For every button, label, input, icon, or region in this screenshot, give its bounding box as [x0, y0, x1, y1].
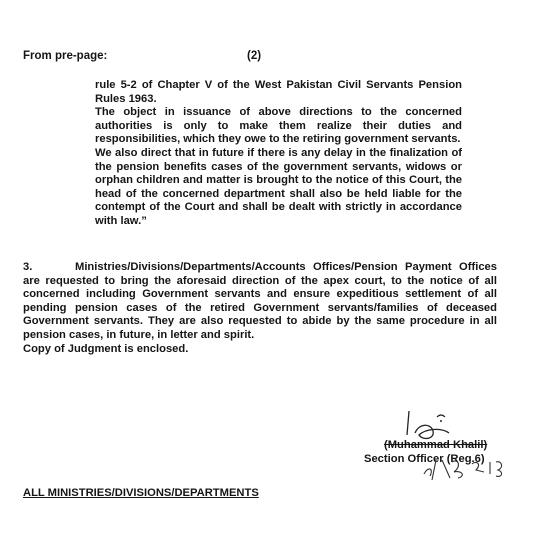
quoted-judgment — [95, 79, 462, 229]
paragraph-3-body — [23, 261, 497, 343]
signatory-name-text: (Muhammad Khalil) — [384, 439, 488, 451]
handwritten-date — [420, 452, 520, 482]
quote-paragraph: The object in issuance of above directions to the concerned authorities is only to make them realize their duties and responsibilities, which they owe to the retiring government servants. — [95, 106, 462, 146]
paragraph-3-text: Ministries/Divisions/Departments/Accounts Offices/Pension Payment Offices are requested to bring the aforesaid direction of the apex court, to the notice of all concerned including Government servants and ensure expeditious settlement of all pending pension cases of the retired Government servants/families of deceased Government servants. They are also requested to abide by the same procedure in all pension cases, in future, in letter and spirit. — [23, 261, 497, 341]
paragraph-3 — [23, 261, 497, 356]
quote-paragraph: We also direct that in future if there is any delay in the finalization of the pension benefits cases of the government servants, widows or orphan children and matter is brought to the notice of this Court, the head of the concerned department shall also be held liable for the contempt of the Court and shall be dealt with strictly in accordance with law.” — [95, 146, 462, 227]
signatory-name — [384, 438, 524, 452]
paragraph-number: 3. — [23, 261, 33, 273]
page-header — [23, 50, 523, 62]
page-number: (2) — [247, 50, 262, 62]
from-pre-page-label: From pre-page: — [23, 50, 108, 62]
quote-paragraph: rule 5-2 of Chapter V of the West Pakistan Civil Servants Pension Rules 1963. — [95, 79, 462, 105]
addressee-line: ALL MINISTRIES/DIVISIONS/DEPARTMENTS — [23, 487, 259, 499]
designation-grade: (Reg.6) — [446, 453, 485, 465]
paragraph-3-closing: Copy of Judgment is enclosed. — [23, 342, 189, 355]
designation-title: Section Officer — [364, 453, 444, 465]
